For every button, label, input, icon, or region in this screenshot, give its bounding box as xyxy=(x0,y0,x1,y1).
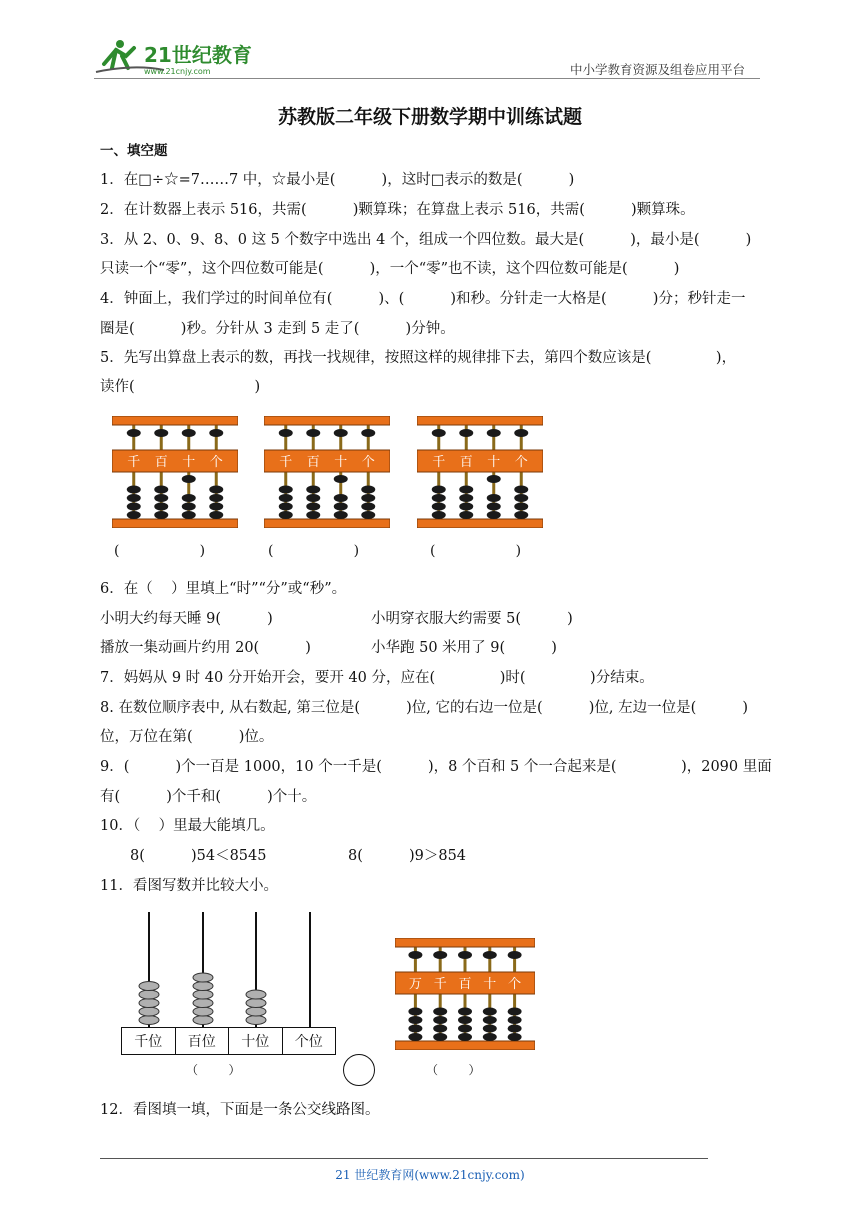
abacus-bead xyxy=(408,1008,422,1016)
abacus-frame-top xyxy=(264,416,390,425)
abacus-bead xyxy=(127,494,141,502)
abacus-frame-top xyxy=(417,416,543,425)
abacus-bead xyxy=(279,494,293,502)
question-2: 2．在计数器上表示 516，共需( )颗算珠；在算盘上表示 516，共需( )颗算珠。 xyxy=(100,202,695,218)
abacus-place-label: 千 xyxy=(432,455,446,470)
counter-answer: （ ） xyxy=(186,1063,241,1077)
abacus5-answer: （ ） xyxy=(426,1063,481,1077)
abacus-bead xyxy=(408,1025,422,1033)
abacus-bead xyxy=(483,1016,497,1024)
question-6c: 播放一集动画片约用 20( ) xyxy=(100,640,311,656)
counter-bead xyxy=(193,982,213,991)
abacus-answer-3: ( ) xyxy=(430,543,522,559)
abacus-bead xyxy=(306,429,320,437)
abacus-bead xyxy=(487,475,501,483)
counter-bead xyxy=(246,990,266,999)
abacus-bead xyxy=(508,1033,522,1041)
abacus-bead xyxy=(182,475,196,483)
abacus-place-label: 个 xyxy=(508,977,522,992)
logo-url: www.21cnjy.com xyxy=(144,67,211,76)
counter-bead xyxy=(139,1007,159,1016)
abacus-bead xyxy=(433,1033,447,1041)
counter-bead xyxy=(139,999,159,1008)
abacus-bead xyxy=(361,429,375,437)
page-title: 苏教版二年级下册数学期中训练试题 xyxy=(277,106,582,128)
counter-bead xyxy=(193,1007,213,1016)
abacus-place-label: 万 xyxy=(408,977,422,992)
abacus-bead xyxy=(154,503,168,511)
question-7: 7．妈妈从 9 时 40 分开始开会，要开 40 分，应在( )时( )分结束。 xyxy=(100,670,654,686)
abacus-bead xyxy=(433,1025,447,1033)
footer-divider xyxy=(100,1158,708,1159)
abacus-answer-2: ( ) xyxy=(268,543,360,559)
abacus-place-label: 十 xyxy=(182,455,196,470)
abacus-bead xyxy=(408,951,422,959)
abacus-bead xyxy=(279,503,293,511)
abacus-frame-bottom xyxy=(417,519,543,528)
abacus-bead xyxy=(334,475,348,483)
abacus-bead xyxy=(459,429,473,437)
abacus-bead xyxy=(182,429,196,437)
question-1: 1．在□÷☆=7……7 中，☆最小是( )，这时□表示的数是( ) xyxy=(100,172,575,188)
abacus-figure-5 xyxy=(395,938,535,1050)
question-6b: 小明穿衣服大约需要 5( ) xyxy=(371,611,573,627)
abacus-bead xyxy=(334,511,348,519)
abacus-place-label: 十 xyxy=(483,977,497,992)
abacus-frame-bottom xyxy=(264,519,390,528)
platform-name: 中小学教育资源及组卷应用平台 xyxy=(570,62,746,77)
abacus-bead xyxy=(127,503,141,511)
abacus-bead xyxy=(209,503,223,511)
abacus-bead xyxy=(432,429,446,437)
abacus-bead xyxy=(182,494,196,502)
abacus-bead xyxy=(361,486,375,494)
abacus-bead xyxy=(408,1033,422,1041)
abacus-place-label: 千 xyxy=(127,455,141,470)
abacus-frame-top xyxy=(395,938,535,947)
abacus-bead xyxy=(459,511,473,519)
abacus-bead xyxy=(433,1008,447,1016)
abacus-bead xyxy=(483,951,497,959)
abacus-bead xyxy=(487,511,501,519)
abacus-answer-1: ( ) xyxy=(114,543,206,559)
abacus-bead xyxy=(306,503,320,511)
abacus-bead xyxy=(432,494,446,502)
abacus-place-label: 十 xyxy=(334,455,348,470)
abacus-bead xyxy=(432,511,446,519)
counter-bead xyxy=(193,999,213,1008)
question-11: 11．看图写数并比较大小。 xyxy=(100,878,278,894)
counter-bead xyxy=(246,999,266,1008)
abacus-bead xyxy=(487,429,501,437)
abacus-place-label: 个 xyxy=(361,455,375,470)
abacus-bead xyxy=(209,511,223,519)
counter-bead xyxy=(246,1007,266,1016)
counter-bead xyxy=(193,1016,213,1025)
header-divider xyxy=(94,78,760,79)
abacus-bead xyxy=(458,1025,472,1033)
abacus-bead xyxy=(458,1033,472,1041)
question-9-cont: 有( )个千和( )个十。 xyxy=(100,789,317,805)
abacus-place-label: 百 xyxy=(306,455,320,470)
logo-text: 21世纪教育 xyxy=(144,43,252,67)
counter-bead xyxy=(193,973,213,982)
abacus-bead xyxy=(334,429,348,437)
question-12: 12．看图填一填，下面是一条公交线路图。 xyxy=(100,1102,380,1118)
abacus-bead xyxy=(514,511,528,519)
counter-rods-figure xyxy=(122,912,336,1028)
abacus-bead xyxy=(459,494,473,502)
abacus-bead xyxy=(279,486,293,494)
abacus-frame-top xyxy=(112,416,238,425)
abacus-bead xyxy=(279,511,293,519)
question-8: 8. 在数位顺序表中, 从右数起, 第三位是( )位, 它的右边一位是( )位, 左边一位是( ) xyxy=(100,700,749,716)
abacus-bead xyxy=(127,511,141,519)
counter-bead xyxy=(246,1016,266,1025)
site-logo xyxy=(94,34,264,80)
question-9: 9．( )个一百是 1000，10 个一千是( )，8 个百和 5 个一合起来是( )，2090 里面 xyxy=(100,759,772,775)
place-value-cell: 千位 xyxy=(121,1027,176,1055)
abacus-bead xyxy=(306,494,320,502)
abacus-place-label: 百 xyxy=(154,455,168,470)
abacus-bead xyxy=(508,951,522,959)
question-3-cont: 只读一个“零”，这个四位数可能是( )，一个“零”也不读，这个四位数可能是( ) xyxy=(100,261,680,277)
abacus-bead xyxy=(154,494,168,502)
abacus-bead xyxy=(433,1016,447,1024)
abacus-bead xyxy=(361,511,375,519)
place-value-cell: 百位 xyxy=(175,1027,230,1055)
abacus-bead xyxy=(209,429,223,437)
question-6a: 小明大约每天睡 9( ) xyxy=(100,611,273,627)
abacus-bead xyxy=(458,1008,472,1016)
abacus-bead xyxy=(458,951,472,959)
abacus-figure-1 xyxy=(112,416,238,528)
abacus-place-label: 百 xyxy=(459,455,473,470)
abacus-bead xyxy=(361,503,375,511)
abacus-bead xyxy=(334,503,348,511)
question-4: 4．钟面上，我们学过的时间单位有( )、( )和秒。分针走一大格是( )分；秒针走一 xyxy=(100,291,746,307)
question-10b: 8( )9＞854 xyxy=(348,848,467,864)
question-6d: 小华跑 50 米用了 9( ) xyxy=(371,640,557,656)
counter-bead xyxy=(139,1016,159,1025)
abacus-bead xyxy=(514,486,528,494)
abacus-bead xyxy=(483,1033,497,1041)
question-10: 10．（ ）里最大能填几。 xyxy=(100,818,275,834)
counter-bead xyxy=(139,982,159,991)
abacus-bead xyxy=(361,494,375,502)
abacus-bead xyxy=(487,494,501,502)
abacus-bead xyxy=(483,1025,497,1033)
abacus-bead xyxy=(508,1008,522,1016)
abacus-bead xyxy=(408,1016,422,1024)
abacus-figure-3 xyxy=(417,416,543,528)
abacus-bead xyxy=(306,511,320,519)
abacus-place-label: 个 xyxy=(209,455,223,470)
abacus-bead xyxy=(154,486,168,494)
abacus-place-label: 千 xyxy=(279,455,293,470)
question-6: 6．在（ ）里填上“时”“分”或“秒”。 xyxy=(100,581,347,597)
abacus-frame-bottom xyxy=(395,1041,535,1050)
compare-circle xyxy=(343,1054,375,1086)
question-5: 5．先写出算盘上表示的数，再找一找规律，按照这样的规律排下去，第四个数应该是( )， xyxy=(100,350,737,366)
abacus-bead xyxy=(182,511,196,519)
place-value-cell: 十位 xyxy=(228,1027,283,1055)
abacus-bead xyxy=(334,494,348,502)
abacus-bead xyxy=(459,503,473,511)
abacus-bead xyxy=(508,1016,522,1024)
abacus-bead xyxy=(127,429,141,437)
abacus-bead xyxy=(209,494,223,502)
counter-bead xyxy=(193,990,213,999)
abacus-bead xyxy=(514,494,528,502)
question-3: 3．从 2、0、9、8、0 这 5 个数字中选出 4 个，组成一个四位数。最大是( )，最小是( ) xyxy=(100,232,752,248)
question-10a: 8( )54＜8545 xyxy=(130,848,267,864)
question-8-cont: 位，万位在第( )位。 xyxy=(100,729,274,745)
abacus-place-label: 千 xyxy=(433,977,447,992)
abacus-bead xyxy=(508,1025,522,1033)
abacus-bead xyxy=(514,429,528,437)
abacus-bead xyxy=(209,486,223,494)
abacus-place-label: 个 xyxy=(514,455,528,470)
abacus-bead xyxy=(483,1008,497,1016)
abacus-bead xyxy=(182,503,196,511)
place-value-cell: 个位 xyxy=(282,1027,337,1055)
abacus-bead xyxy=(458,1016,472,1024)
abacus-bead xyxy=(487,503,501,511)
abacus-bead xyxy=(154,429,168,437)
section-heading: 一、填空题 xyxy=(100,143,168,159)
abacus-bead xyxy=(433,951,447,959)
abacus-frame-bottom xyxy=(112,519,238,528)
abacus-bead xyxy=(279,429,293,437)
footer-text: 21 世纪教育网(www.21cnjy.com) xyxy=(335,1168,525,1182)
abacus-bead xyxy=(127,486,141,494)
abacus-bead xyxy=(306,486,320,494)
abacus-figure-2 xyxy=(264,416,390,528)
abacus-bead xyxy=(432,486,446,494)
place-value-table xyxy=(122,1027,336,1055)
abacus-place-label: 十 xyxy=(487,455,501,470)
abacus-bead xyxy=(514,503,528,511)
abacus-bead xyxy=(432,503,446,511)
question-4-cont: 圈是( )秒。分针从 3 走到 5 走了( )分钟。 xyxy=(100,321,455,337)
counter-bead xyxy=(139,990,159,999)
abacus-bead xyxy=(459,486,473,494)
abacus-place-label: 百 xyxy=(458,977,472,992)
abacus-bead xyxy=(154,511,168,519)
question-5-cont: 读作( ) xyxy=(100,379,261,395)
